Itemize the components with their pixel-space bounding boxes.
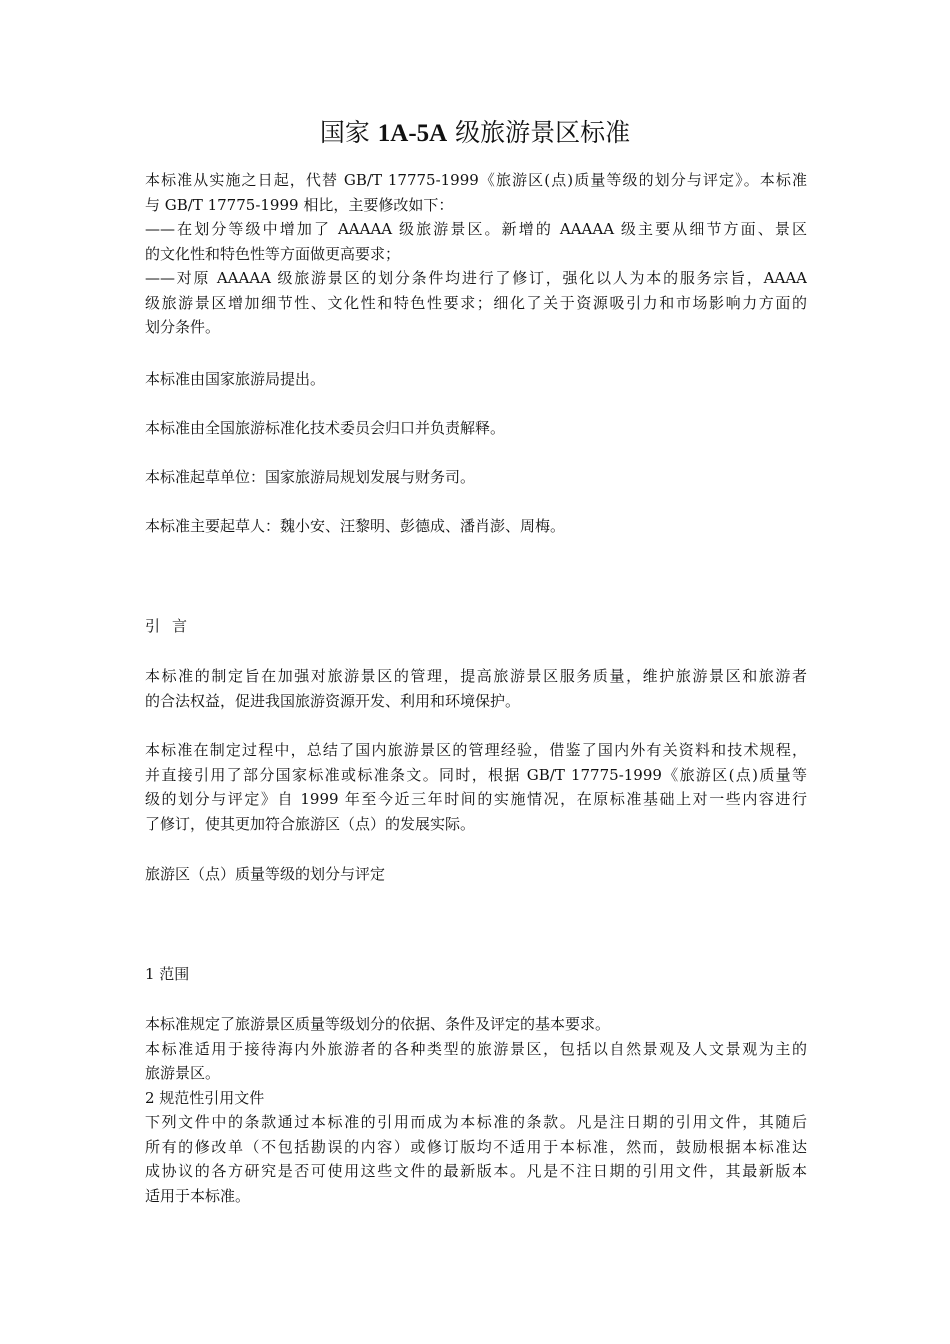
text-line: 划分条件。 — [145, 318, 221, 336]
title-prefix: 国家 — [319, 118, 378, 147]
paragraph-interpretation — [145, 416, 807, 441]
text-line: 与 GB/T 17775-1999 相比，主要修改如下： — [145, 195, 454, 214]
text-line: 本标准从实施之日起，代替 GB/T 17775-1999《旅游区(点)质量等级的划分与评定》。本标准 — [145, 171, 807, 189]
text-line: ——对原 AAAAA 级旅游景区的划分条件均进行了修订，强化以人为本的服务宗旨，AAAA — [145, 269, 807, 287]
text-line: 1 范围 — [145, 965, 190, 983]
text-line: 级的划分与评定》自 1999 年至今近三年时间的实施情况，在原标准基础上对一些内容进行 — [145, 790, 807, 808]
text-line: 的合法权益，促进我国旅游资源开发、利用和环境保护。 — [145, 691, 521, 710]
paragraph-intro-heading — [145, 614, 807, 639]
paragraph-intro-p1 — [145, 664, 807, 713]
paragraph-drafting-unit — [145, 465, 807, 490]
text-line: 的文化性和特色性等方面做更高要求； — [145, 244, 401, 263]
paragraph-subtitle — [145, 862, 807, 887]
paragraph-proposer — [145, 367, 807, 392]
text-line: 2 规范性引用文件 — [145, 1088, 265, 1107]
title-suffix: 级旅游景区标准 — [447, 118, 631, 147]
text-line: 并直接引用了部分国家标准或标准条文。同时，根据 GB/T 17775-1999《旅游区(点)质量等 — [145, 765, 807, 784]
text-line: 下列文件中的条款通过本标准的引用而成为本标准的条款。凡是注日期的引用文件，其随后 — [145, 1113, 807, 1131]
text-line: 了修订，使其更加符合旅游区（点）的发展实际。 — [145, 814, 476, 833]
paragraph-preface — [145, 168, 807, 340]
text-line: 本标准在制定过程中，总结了国内旅游景区的管理经验，借鉴了国内外有关资料和技术规程， — [145, 741, 807, 759]
text-line: 本标准适用于接待海内外旅游者的各种类型的旅游景区，包括以自然景观及人文景观为主的 — [145, 1039, 807, 1058]
text-line: 旅游景区。 — [145, 1064, 221, 1082]
text-line: ——在划分等级中增加了 AAAAA 级旅游景区。新增的 AAAAA 级主要从细节方面、景区 — [145, 220, 807, 238]
paragraph-sec1-heading — [145, 962, 807, 987]
text-line: 旅游区（点）质量等级的划分与评定 — [145, 865, 386, 883]
text-line: 引言 — [145, 617, 200, 635]
paragraph-intro-p2 — [145, 738, 807, 836]
text-line: 本标准规定了旅游景区质量等级划分的依据、条件及评定的基本要求。 — [145, 1015, 611, 1033]
document-title — [0, 116, 950, 151]
text-line: 成协议的各方研究是否可使用这些文件的最新版本。凡是不注日期的引用文件，其最新版本 — [145, 1162, 807, 1180]
text-line: 本标准的制定旨在加强对旅游景区的管理，提高旅游景区服务质量，维护旅游景区和旅游者 — [145, 667, 807, 685]
paragraph-drafters — [145, 514, 807, 539]
text-line: 本标准起草单位：国家旅游局规划发展与财务司。 — [145, 468, 476, 486]
text-line: 所有的修改单（不包括勘误的内容）或修订版均不适用于本标准，然而，鼓励根据本标准达 — [145, 1137, 807, 1156]
paragraph-sec1-body — [145, 1012, 807, 1208]
title-grade-range: 1A-5A — [377, 120, 448, 147]
text-line: 适用于本标准。 — [145, 1186, 251, 1205]
text-line: 本标准由国家旅游局提出。 — [145, 370, 326, 388]
text-line: 本标准主要起草人：魏小安、汪黎明、彭德成、潘肖澎、周梅。 — [145, 517, 566, 535]
text-line: 级旅游景区增加细节性、文化性和特色性要求；细化了关于资源吸引力和市场影响力方面的 — [145, 293, 807, 312]
text-line: 本标准由全国旅游标准化技术委员会归口并负责解释。 — [145, 419, 506, 437]
